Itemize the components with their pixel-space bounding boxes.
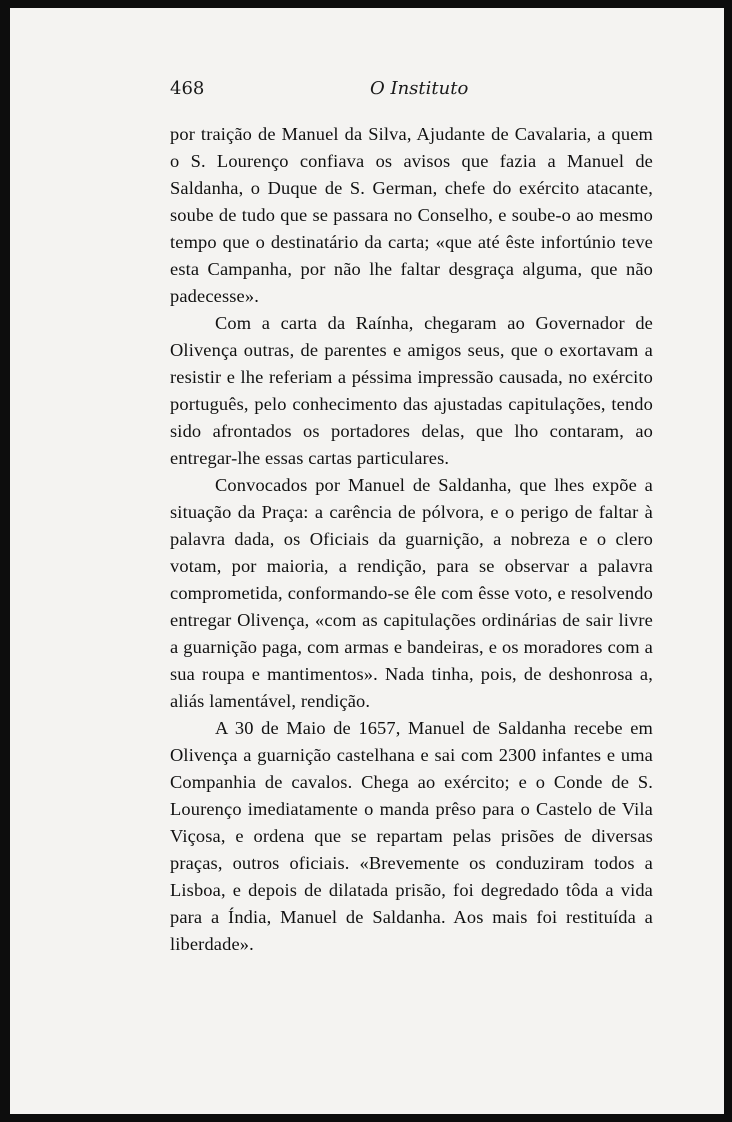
- paragraph-3: Convocados por Manuel de Saldanha, que lhes expõe a situação da Praça: a carência de pólvora, e o perigo de faltar à palavra dada, os Oficiais da guarnição, a nobreza e o clero votam, por maioria, a rendição, para se observar a palavra comprometida, conformando-se êle com êsse voto, e resolvendo entregar Olivença, «com as capitulações ordinárias de sair livre a guarnição paga, com armas e bandeiras, e os moradores com a sua roupa e mantimentos». Nada tinha, pois, de deshonrosa a, aliás lamentável, rendição.: [170, 475, 653, 711]
- page-header: [170, 78, 490, 108]
- running-title: O Instituto: [370, 78, 469, 99]
- paragraph-2: Com a carta da Raínha, chegaram ao Governador de Olivença outras, de parentes e amigos seus, que o exortavam a resistir e lhe referiam a péssima impressão causada, no exército português, pelo conhecimento das ajustadas capitulações, tendo sido afrontados os portadores delas, que lho contaram, ao entregar-lhe essas cartas particulares.: [170, 313, 653, 468]
- page-number: 468: [170, 78, 205, 99]
- body-text: [170, 121, 653, 958]
- book-page: [10, 8, 724, 1114]
- paragraph-1: por traição de Manuel da Silva, Ajudante de Cavalaria, a quem o S. Lourenço confiava os avisos que fazia a Manuel de Saldanha, o Duque de S. German, chefe do exército atacante, soube de tudo que se passara no Conselho, e soube-o ao mesmo tempo que o destinatário da carta; «que até êste infortúnio teve esta Campanha, por não lhe faltar desgraça alguma, que não padecesse».: [170, 124, 653, 306]
- paragraph-4: A 30 de Maio de 1657, Manuel de Saldanha recebe em Olivença a guarnição castelhana e sai com 2300 infantes e uma Companhia de cavalos. Chega ao exército; e o Conde de S. Lourenço imediatamente o manda prêso para o Castelo de Vila Viçosa, e ordena que se repartam pelas prisões de diversas praças, outros oficiais. «Brevemente os conduziram todos a Lisboa, e depois de dilatada prisão, foi degredado tôda a vida para a Índia, Manuel de Saldanha. Aos mais foi restituída a liberdade».: [170, 718, 653, 954]
